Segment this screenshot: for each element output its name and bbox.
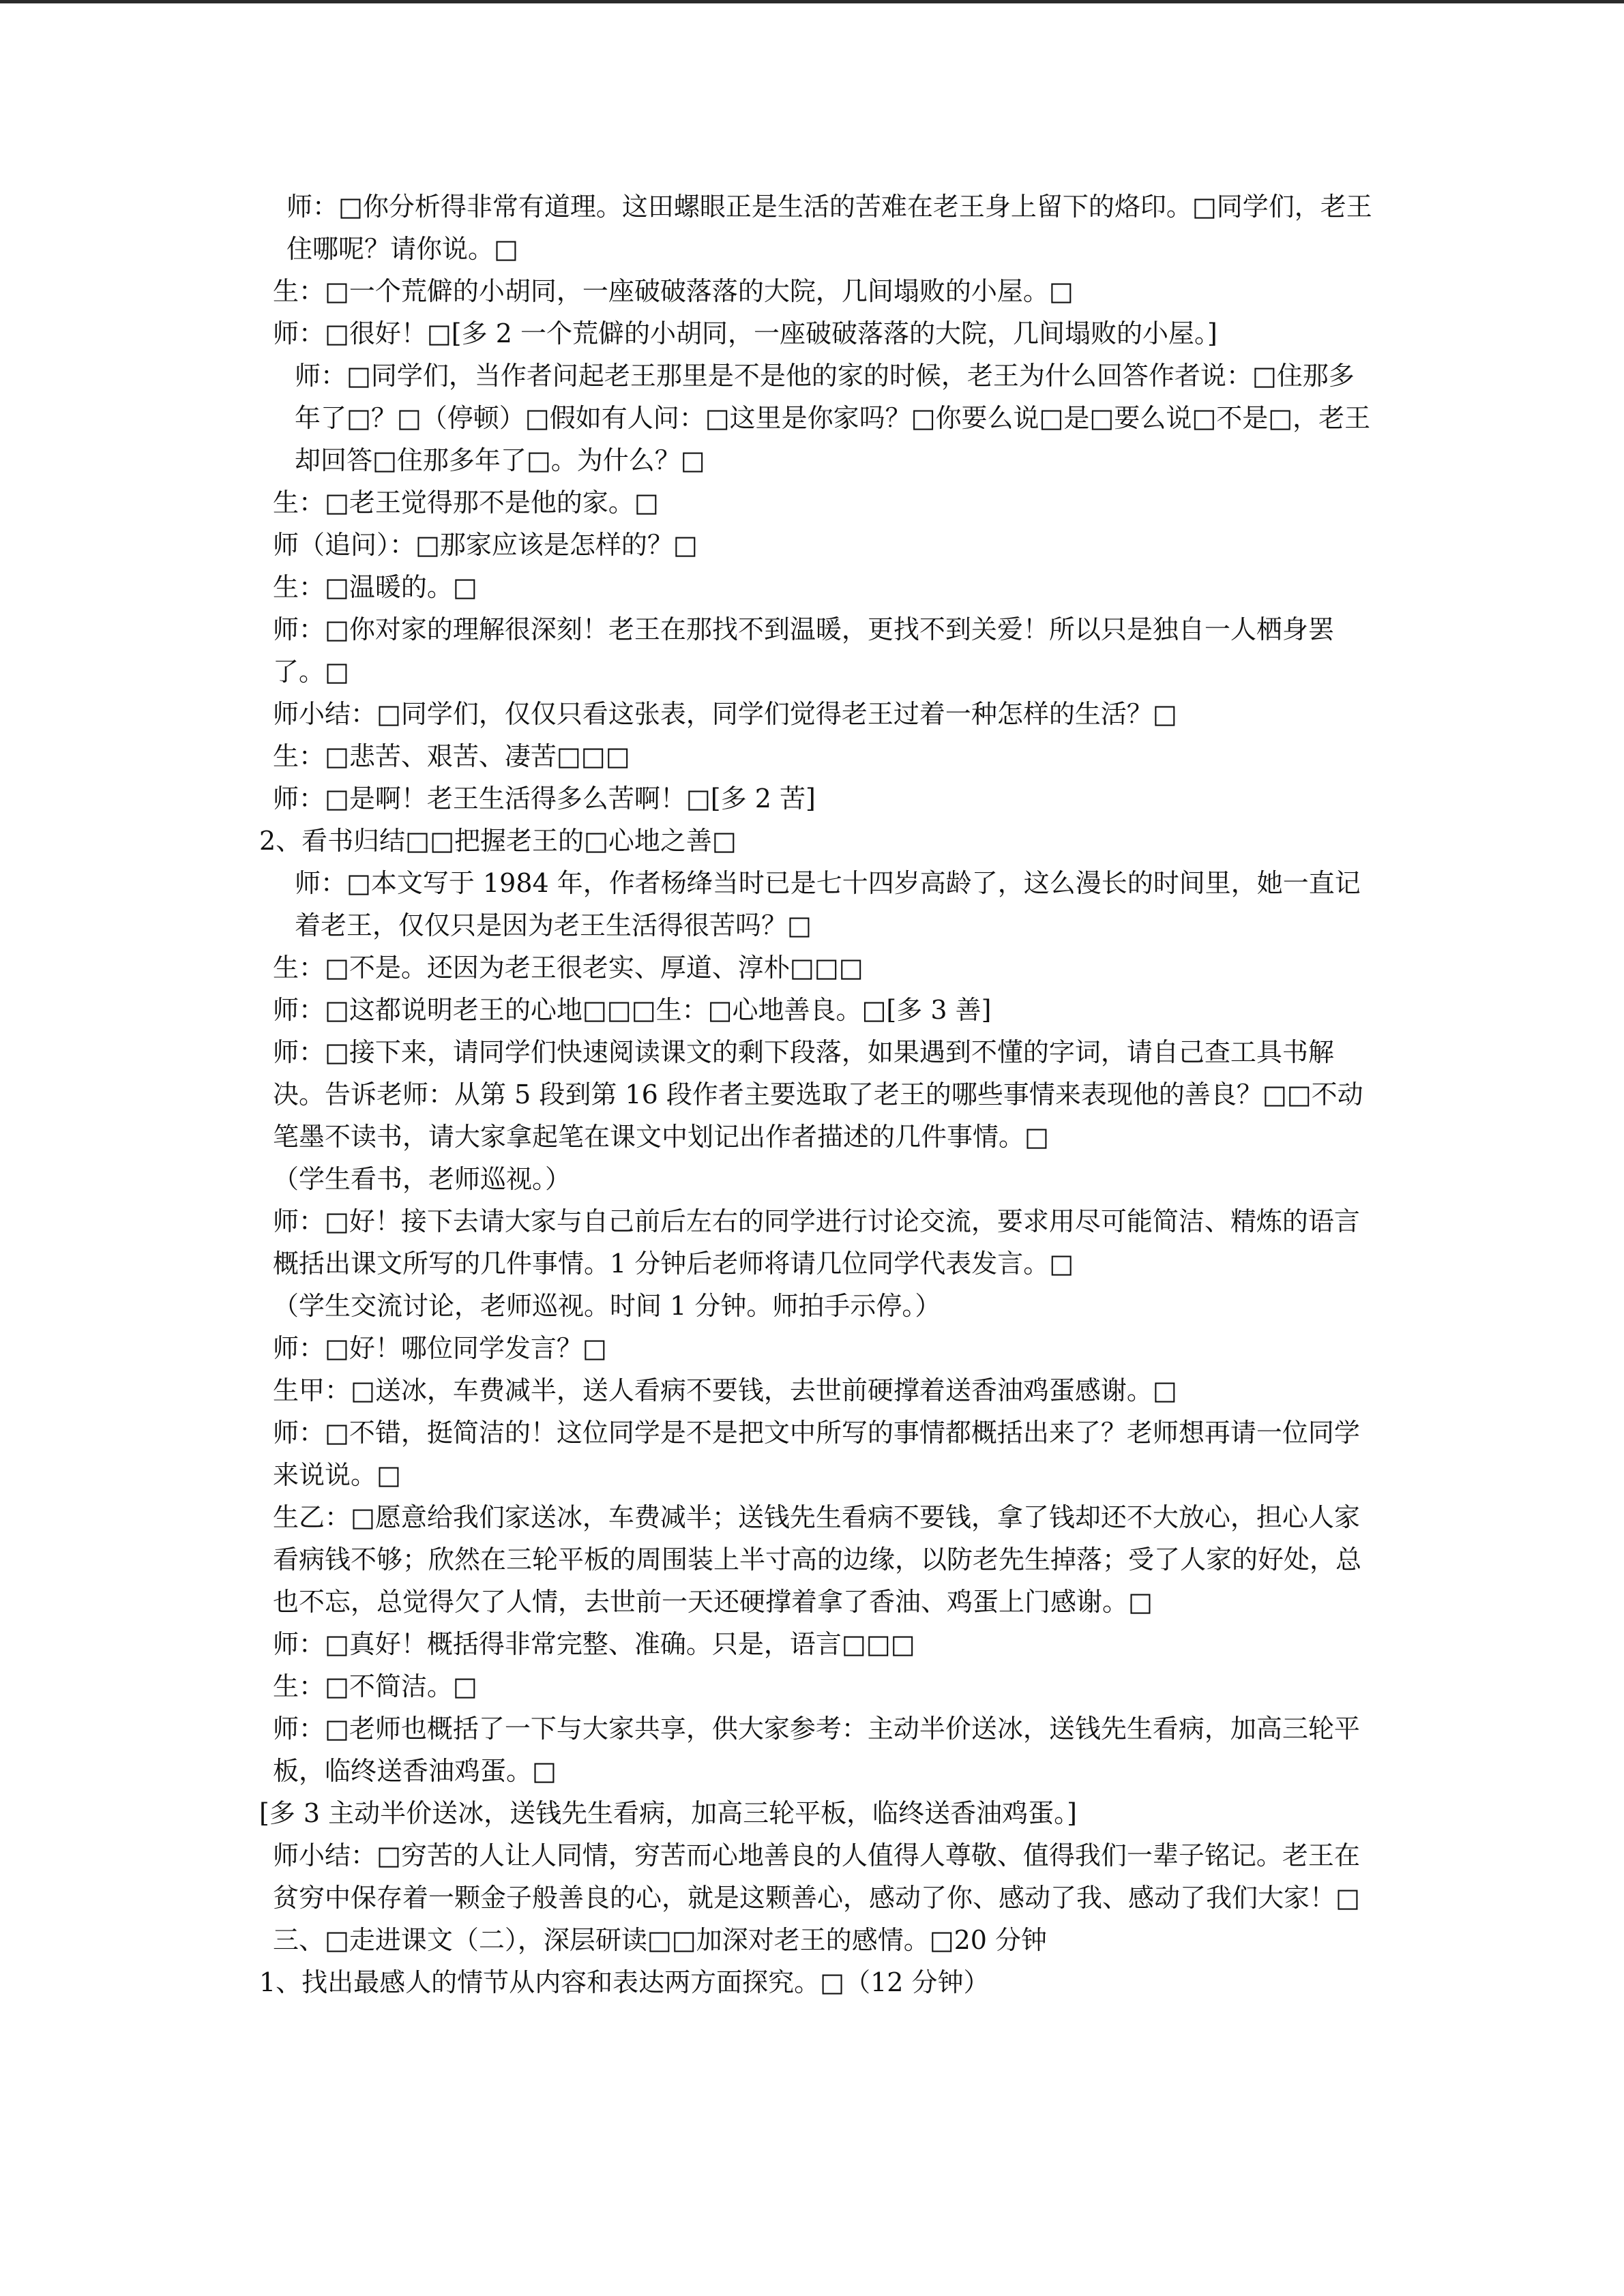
paragraph: 生甲：□送冰，车费减半，送人看病不要钱，去世前硬撑着送香油鸡蛋感谢。□: [273, 1375, 1177, 1405]
paragraph: 生：□不是。还因为老王很老实、厚道、淳朴□□□: [273, 953, 863, 983]
paragraph: 生：□悲苦、艰苦、凄苦□□□: [273, 741, 630, 771]
paragraph: 师：□好！哪位同学发言？□: [273, 1333, 607, 1363]
paragraph: 师：□接下来，请同学们快速阅读课文的剩下段落，如果遇到不懂的字词，请自己查工具书解决。告诉老师：从第 5 段到第 16 段作者主要选取了老王的哪些事情来表现他的善良？□□不动笔墨不读书，请大家拿起笔在课文中划记出作者描述的几件事情。□: [273, 1037, 1363, 1152]
paragraph: 师：□不错，挺简洁的！这位同学是不是把文中所写的事情都概括出来了？老师想再请一位同学来说说。□: [273, 1418, 1360, 1490]
paragraph: （学生看书，老师巡视。）: [273, 1164, 572, 1194]
paragraph: 生乙：□愿意给我们家送冰，车费减半；送钱先生看病不要钱，拿了钱却还不大放心，担心人家看病钱不够；欣然在三轮平板的周围装上半寸高的边缘，以防老先生掉落；受了人家的好处，总也不忘，总觉得欠了人情，去世前一天还硬撑着拿了香油、鸡蛋上门感谢。□: [273, 1502, 1362, 1617]
paragraph: 师：□老师也概括了一下与大家共享，供大家参考：主动半价送冰，送钱先生看病，加高三轮平板，临终送香油鸡蛋。□: [273, 1714, 1360, 1786]
paragraph: 师：□本文写于 1984 年，作者杨绛当时已是七十四岁高龄了，这么漫长的时间里，她一直记着老王，仅仅只是因为老王生活得很苦吗？□: [295, 868, 1361, 940]
paragraph: 生：□一个荒僻的小胡同，一座破破落落的大院，几间塌败的小屋。□: [273, 276, 1074, 306]
paragraph: 2、看书归结□□把握老王的□心地之善□: [259, 826, 737, 856]
paragraph: 师小结：□同学们，仅仅只看这张表，同学们觉得老王过着一种怎样的生活？□: [273, 699, 1177, 729]
paragraph: 师：□这都说明老王的心地□□□生：□心地善良。□[多 3 善]: [273, 995, 992, 1025]
paragraph: 生：□老王觉得那不是他的家。□: [273, 488, 659, 518]
paragraph: 师：□同学们，当作者问起老王那里是不是他的家的时候，老王为什么回答作者说：□住那多年了□？□（停顿）□假如有人问：□这里是你家吗？□你要么说□是□要么说□不是□，老王却回答□住那多年了□。为什么？□: [295, 361, 1371, 475]
paragraph: 师（追问）：□那家应该是怎样的？□: [273, 530, 698, 560]
paragraph: （学生交流讨论，老师巡视。时间 1 分钟。师拍手示停。）: [273, 1291, 941, 1321]
paragraph: 师：□你对家的理解很深刻！老王在那找不到温暖，更找不到关爱！所以只是独自一人栖身罢了。□: [273, 614, 1334, 687]
top-border-line: [0, 0, 1624, 3]
paragraph: 师：□好！接下去请大家与自己前后左右的同学进行讨论交流，要求用尽可能简洁、精炼的语言概括出课文所写的几件事情。1 分钟后老师将请几位同学代表发言。□: [273, 1206, 1360, 1279]
paragraph: 师：□是啊！老王生活得多么苦啊！□[多 2 苦]: [273, 784, 816, 814]
paragraph: 师小结：□穷苦的人让人同情，穷苦而心地善良的人值得人尊敬、值得我们一辈子铭记。老王在贫穷中保存着一颗金子般善良的心，就是这颗善心，感动了你、感动了我、感动了我们大家！□: [273, 1840, 1360, 1913]
paragraph: 生：□温暖的。□: [273, 572, 477, 602]
paragraph: 生：□不简洁。□: [273, 1671, 477, 1701]
paragraph: 师：□很好！□[多 2 一个荒僻的小胡同，一座破破落落的大院，几间塌败的小屋。]: [273, 318, 1217, 348]
paragraph: [多 3 主动半价送冰，送钱先生看病，加高三轮平板，临终送香油鸡蛋。]: [259, 1798, 1077, 1828]
paragraph: 师：□你分析得非常有道理。这田螺眼正是生活的苦难在老王身上留下的烙印。□同学们，老王住哪呢？请你说。□: [286, 192, 1372, 264]
paragraph: 1、找出最感人的情节从内容和表达两方面探究。□（12 分钟）: [259, 1967, 990, 1997]
document-body: [246, 185, 1378, 2003]
paragraph: 三、□走进课文（二），深层研读□□加深对老王的感情。□20 分钟: [273, 1925, 1048, 1955]
paragraph: 师：□真好！概括得非常完整、准确。只是，语言□□□: [273, 1629, 915, 1659]
